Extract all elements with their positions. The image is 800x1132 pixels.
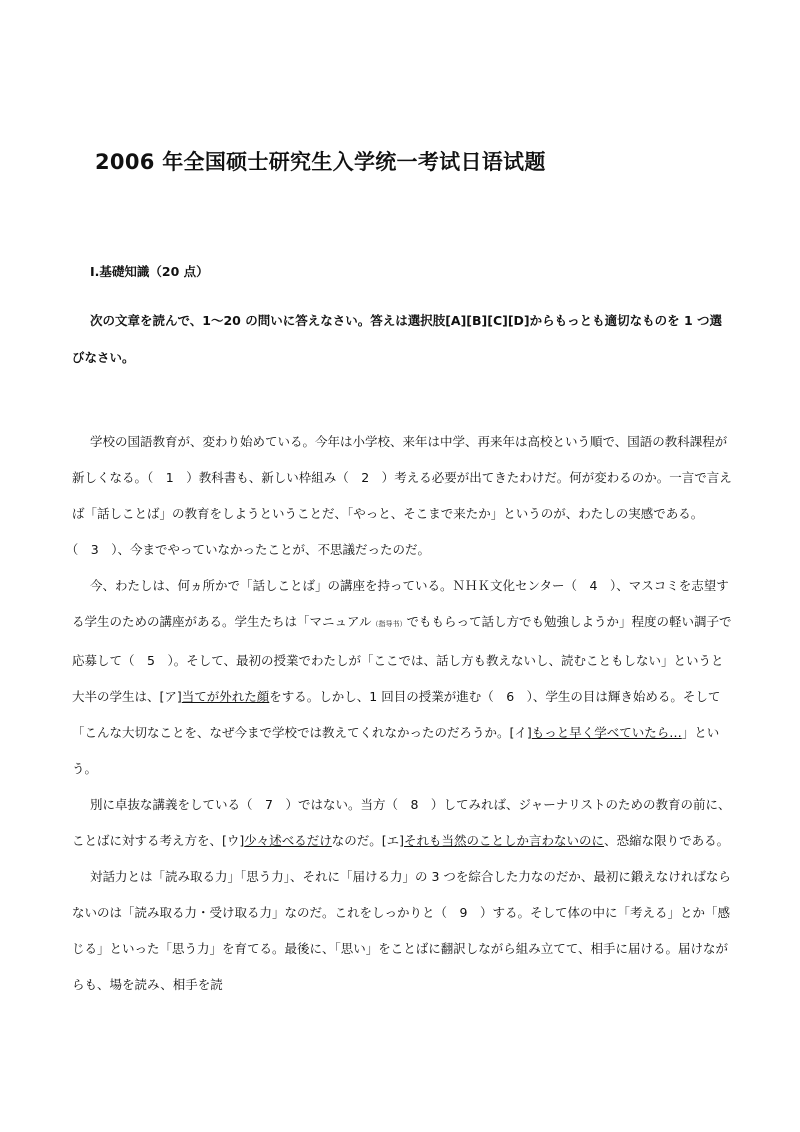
text: 教科書も、新しい枠組み — [198, 470, 337, 486]
text: 対話力とは「読み取る力」「思う力」、それに「届ける力」の 3 つを綜合した力なのだか、最初に鍛えなければならないのは「読み取る力・受け取る力」なのだ。これをしっかりと — [72, 869, 731, 921]
text: 、恐縮な限りである。 — [604, 833, 730, 849]
passage — [72, 424, 732, 1004]
text: なのだ。[エ] — [331, 833, 405, 849]
instruction-text: 次の文章を読んで、1～20 の問いに答えなさい。答えは選択肢[A][B][C][D]からもっとも適切なものを 1 つ選びなさい。 — [72, 313, 723, 365]
text: 別に卓抜な講義をしている — [90, 796, 241, 812]
text: 考える必要が出てきたわけだ。何が変わるのか。一言で言えば「話しことば」の教育をしようということだ、「やっと、そこまで来たか」というのが、わたしの実感である。 — [72, 470, 732, 522]
text: 。そして、最初の授業でわたしが「ここでは、話し方も教えないし、読むこともしない」というと大半の学生は、[ア] — [72, 652, 724, 704]
paragraph-4 — [72, 859, 732, 1003]
blank-8: （ 8 ） — [385, 796, 444, 812]
underlined-c: 少々述べるだけ — [244, 833, 332, 849]
blank-3: （ 3 ） — [72, 542, 118, 558]
text: 、学生の目は輝き始める。そして「こんな大切なことを、なぜ今まで学校では教えてくれなかったのだろうか。[イ] — [72, 688, 721, 740]
section-heading: I.基礎知識（20 点） — [90, 264, 209, 279]
text: 学校の国語教育が、変わり始めている。今年は小学校、来年は中学、再来年は高校という順で、国語の教科課程が新しくなる。 — [72, 434, 728, 486]
paragraph-3 — [72, 787, 732, 859]
text: ではない。当方 — [297, 796, 386, 812]
blank-1: （ 1 ） — [147, 470, 199, 486]
text: でももらって話し方でも勉強しようか」程度の軽い調子で応募して — [72, 614, 732, 668]
blank-4: （ 4 ） — [564, 578, 617, 594]
paragraph-1 — [72, 424, 732, 568]
page-title: 2006 年全国硕士研究生入学统一考试日语试题 — [95, 150, 546, 174]
text: する。そして体の中に「考える」とか「感じる」といった「思う力」を育てる。最後に、「思い」をことばに翻訳しながら組み立てて、相手に届ける。届けながらも、場を読み、相手を読 — [72, 905, 730, 993]
underlined-a: 当てが外れた顔 — [181, 688, 270, 704]
text: 、マスコミを志望する学生のための講座がある。学生たちは「マニュアル — [72, 578, 729, 630]
blank-9: （ 9 ） — [434, 905, 493, 921]
blank-2: （ 2 ） — [336, 470, 395, 486]
text: 」という。 — [72, 724, 720, 776]
text: 、今までやっていなかったことが、不思議だったのだ。 — [117, 542, 430, 558]
underlined-b: もっと早く学べていたら… — [531, 724, 682, 740]
underlined-d: それも当然のことしか言わないのに — [404, 833, 605, 849]
blank-6: （ 6 ） — [481, 688, 533, 704]
paragraph-2 — [72, 568, 732, 787]
text: 今、わたしは、何ヵ所かで「話しことば」の講座を持っている。ＮＨＫ文化センター — [90, 578, 565, 594]
gloss-note: （指导书） — [371, 620, 407, 629]
blank-5: （ 5 ） — [122, 652, 174, 668]
text: してみれば、ジャーナリストのための教育の前に、ことばに対する考え方を、[ウ] — [72, 796, 731, 849]
blank-7: （ 7 ） — [240, 796, 298, 812]
text: をする。しかし、1 回目の授業が進む — [269, 688, 482, 704]
